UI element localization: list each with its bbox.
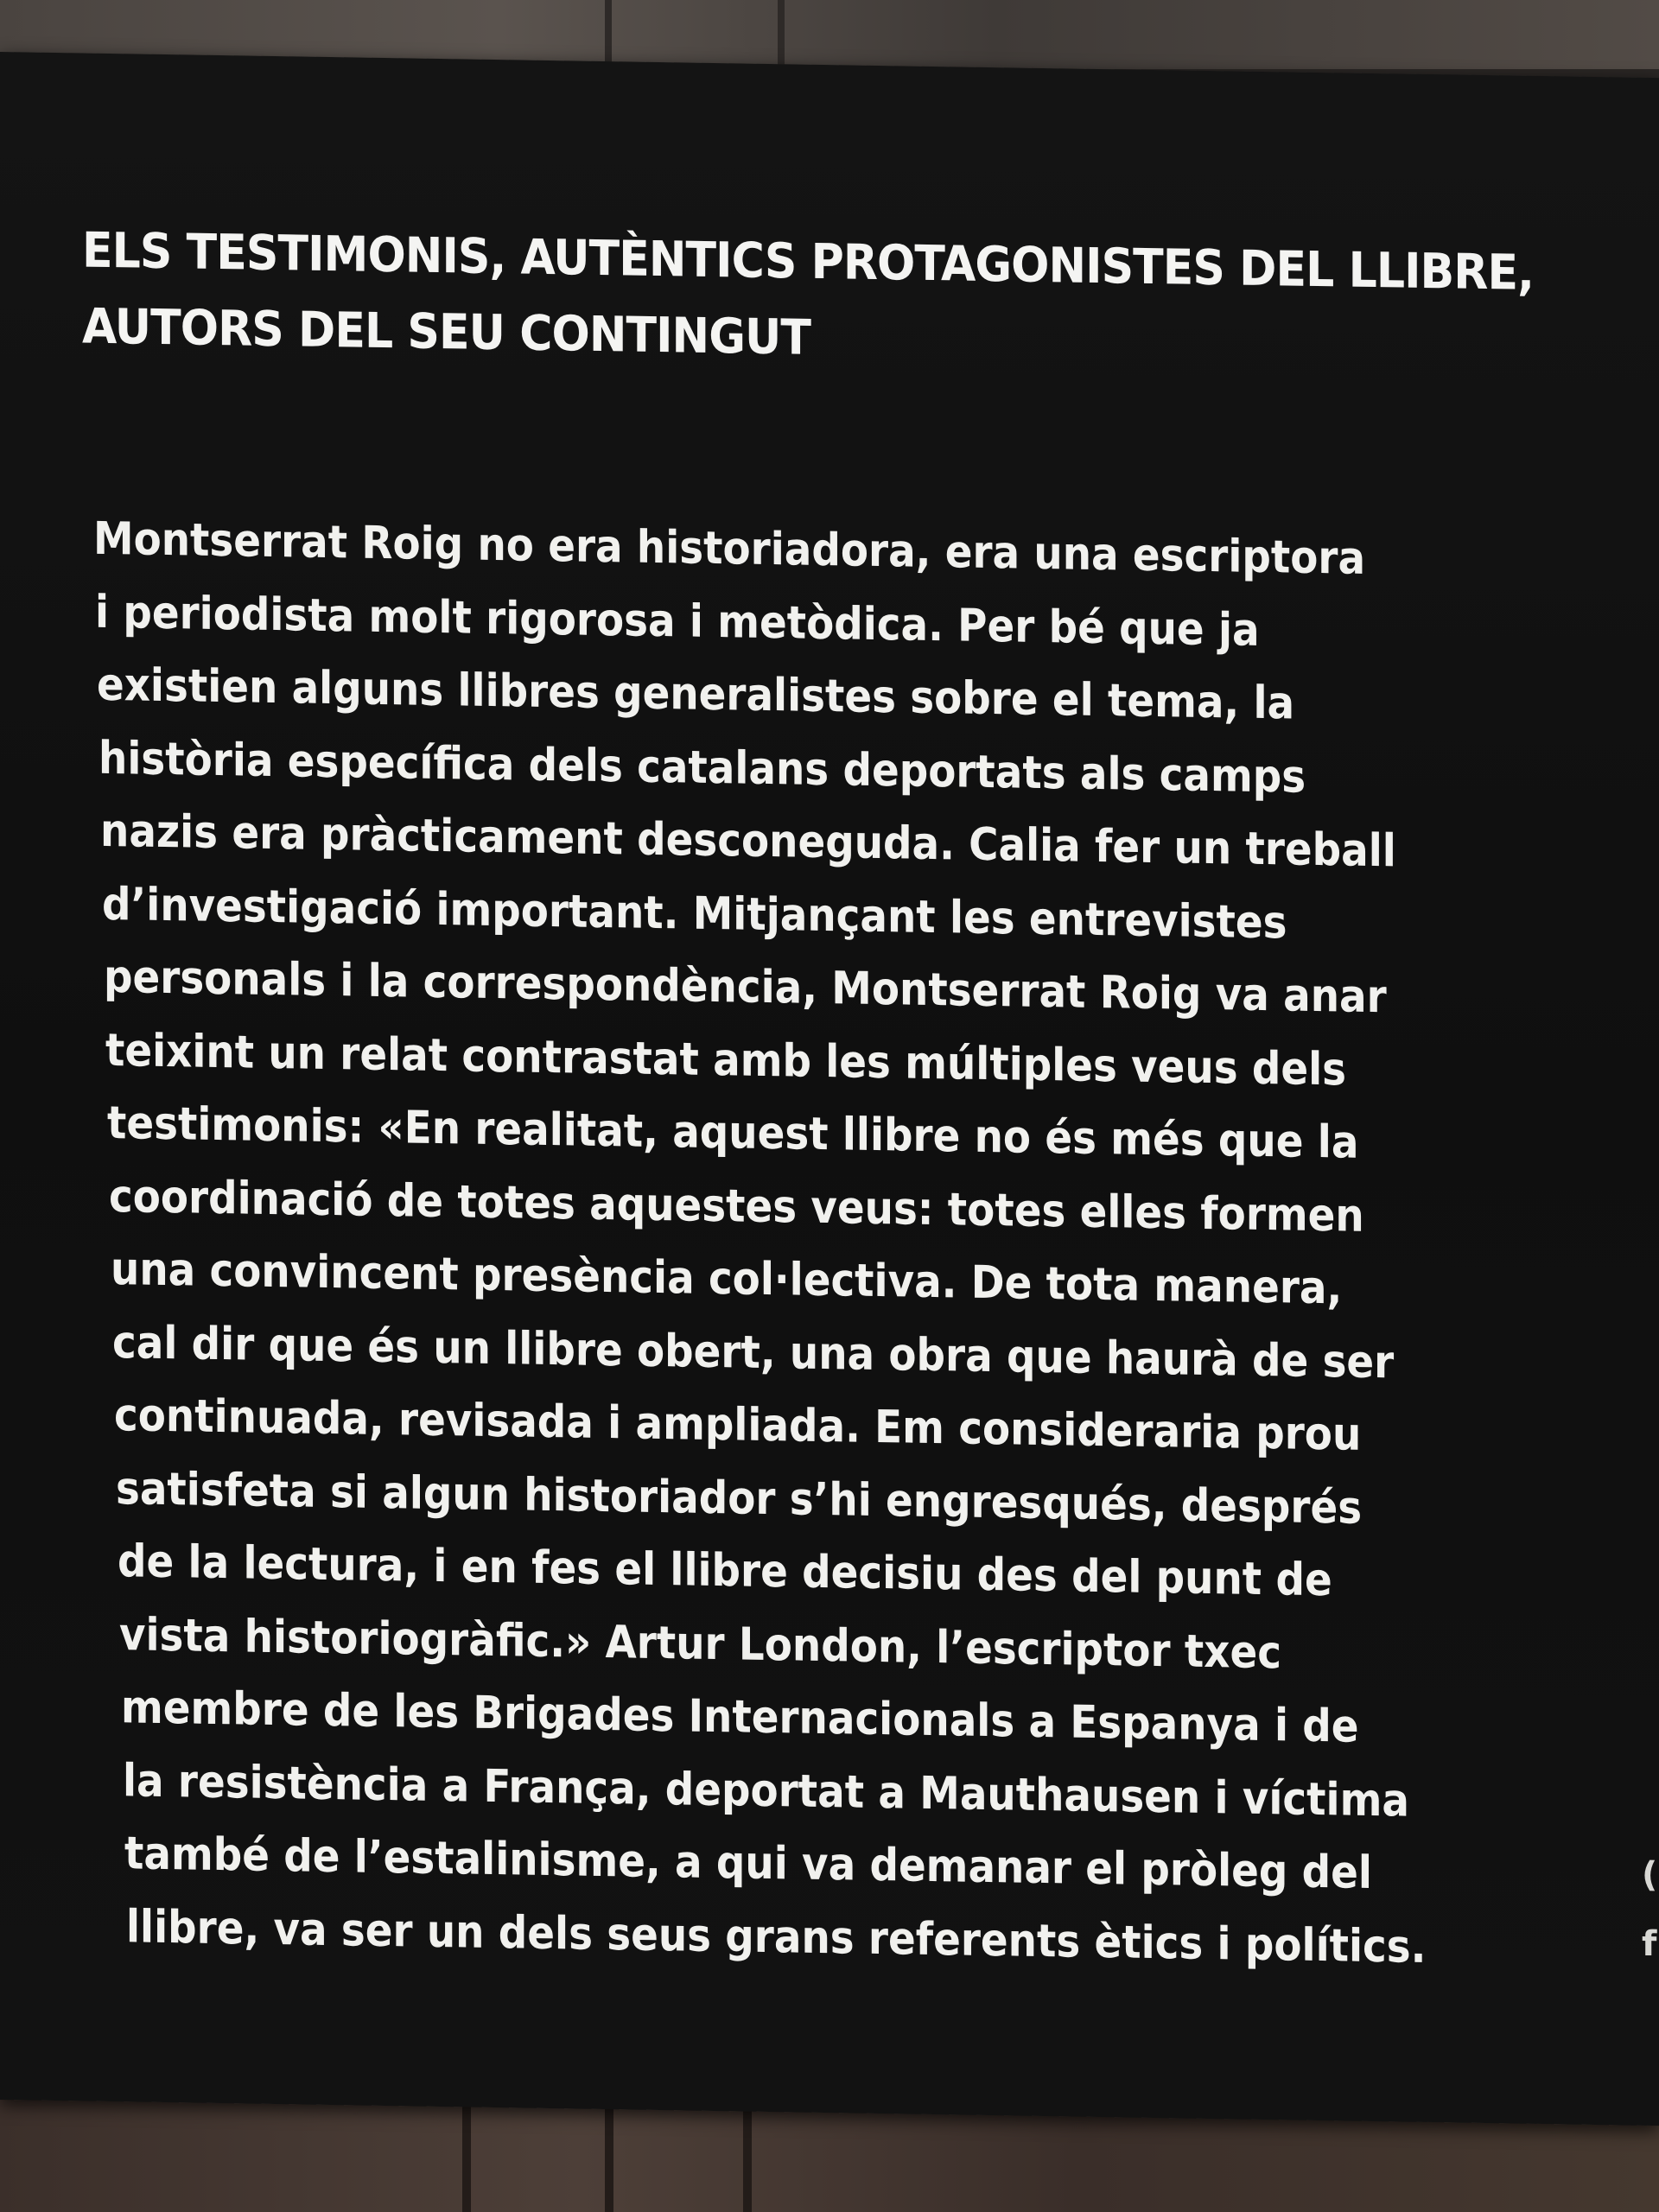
- body-line: personals i la correspondència, Montserrat Roig va anar: [104, 950, 1387, 1024]
- exhibition-panel: [0, 52, 1659, 2126]
- body-line: una convincent presència col·lectiva. De tota manera,: [111, 1243, 1343, 1315]
- wood-seam: [605, 0, 612, 69]
- body-line: i periodista molt rigorosa i metòdica. Per bé que ja: [95, 586, 1260, 657]
- body-line: d’investigació important. Mitjançant les entrevistes: [102, 878, 1287, 949]
- body-line: satisfeta si algun historiador s’hi engresqués, després: [116, 1462, 1363, 1535]
- adjacent-panel-fragment: f: [1642, 1923, 1657, 1965]
- body-line: vista historiogràfic.» Artur London, l’escriptor txec: [119, 1608, 1281, 1679]
- body-line: cal dir que és un llibre obert, una obra que haurà de ser: [112, 1316, 1395, 1389]
- wood-seam: [778, 0, 785, 69]
- body-line: també de l’estalinisme, a qui va demanar el pròleg del: [124, 1827, 1372, 1899]
- adjacent-panel-fragment: (: [1642, 1854, 1658, 1896]
- panel-content: [0, 52, 1659, 2126]
- heading-line: AUTORS DEL SEU CONTINGUT: [82, 298, 810, 366]
- body-line: història específica dels catalans deportats als camps: [99, 732, 1306, 804]
- body-line: existien alguns llibres generalistes sobre el tema, la: [97, 658, 1295, 730]
- body-line: coordinació de totes aquestes veus: totes elles formen: [109, 1170, 1364, 1243]
- heading-line: ELS TESTIMONIS, AUTÈNTICS PROTAGONISTES DEL LLIBRE,: [82, 222, 1534, 302]
- body-line: la resistència a França, deportat a Mauthausen i víctima: [123, 1754, 1409, 1827]
- body-line: teixint un relat contrastat amb les múltiples veus dels: [105, 1024, 1347, 1096]
- body-line: Montserrat Roig no era historiadora, era una escriptora: [93, 512, 1366, 585]
- panel-heading: [82, 213, 1534, 387]
- body-line: testimonis: «En realitat, aquest llibre no és més que la: [107, 1096, 1359, 1169]
- body-line: de la lectura, i en fes el llibre decisiu des del punt de: [118, 1535, 1332, 1607]
- body-line: nazis era pràcticament desconeguda. Calia fer un treball: [100, 804, 1396, 878]
- body-line: membre de les Brigades Internacionals a Espanya i de: [121, 1681, 1359, 1753]
- wood-seam: [462, 2091, 471, 2212]
- body-line: continuada, revisada i ampliada. Em consideraria prou: [114, 1389, 1362, 1461]
- body-line: llibre, va ser un dels seus grans referents ètics i polítics.: [126, 1900, 1427, 1974]
- panel-body-text: [93, 503, 1510, 1986]
